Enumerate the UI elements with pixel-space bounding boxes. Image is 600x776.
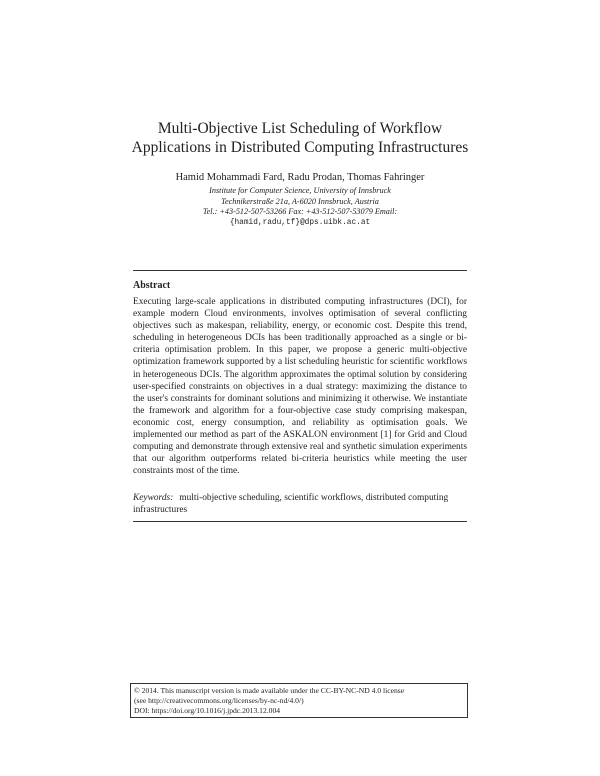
license-box	[130, 683, 468, 718]
abstract-heading: Abstract	[133, 280, 171, 291]
authors: Hamid Mohammadi Fard, Radu Prodan, Thomas Fahringer	[175, 172, 425, 183]
title-line-1: Multi-Objective List Scheduling of Workflow	[157, 120, 443, 137]
keywords	[133, 492, 467, 516]
abstract-bottom-rule	[133, 521, 467, 522]
affiliation-line-3: Tel.: +43-512-507-53266 Fax: +43-512-507-53079 Email:	[202, 207, 398, 216]
affiliation-line-1: Institute for Computer Science, University of Innsbruck	[209, 186, 391, 195]
email-address: {hamid,radu,tf}@dps.uibk.ac.at	[229, 218, 371, 227]
paper-title	[0, 119, 600, 157]
doi-link[interactable]: DOI: https://doi.org/10.1016/j.jpdc.2013.12.004	[134, 705, 281, 715]
license-line-1: © 2014. This manuscript version is made available under the CC-BY-NC-ND 4.0 license	[134, 686, 405, 695]
abstract-top-rule	[133, 270, 467, 271]
keywords-label: Keywords:	[133, 493, 174, 503]
title-line-2: Applications in Distributed Computing Infrastructures	[131, 139, 469, 156]
affiliation	[0, 186, 600, 228]
license-line-2[interactable]: (see http://creativecommons.org/licenses/by-nc-nd/4.0/)	[134, 695, 304, 705]
keywords-text: multi-objective scheduling, scientific workflows, distributed computing infrastructures	[133, 493, 449, 516]
affiliation-line-2: Technikerstraße 21a, A-6020 Innsbruck, Austria	[221, 196, 379, 206]
abstract-body: Executing large-scale applications in distributed computing infrastructures (DCI), for example modern Cloud environments, involves optimisation of several conflicting objectives such as makespan, reliability, energy, or economic cost. Despite this trend, scheduling in heterogeneous DCIs has been traditionally approached as a single or bi-criteria optimisation problem. In this paper, we propose a generic multi-objective optimization framework supported by a list scheduling heuristic for scientific workflows in heterogeneous DCIs. The algorithm approximates the optimal solution by considering user-specified constraints on objectives in a dual strategy: maximizing the distance to the user's constraints for dominant solutions and minimizing it otherwise. We instantiate the framework and algorithm for a four-objective case study comprising makespan, economic cost, energy consumption, and reliability as optimisation goals. We implemented our method as part of the ASKALON environment [1] for Grid and Cloud computing and demonstrate through extensive real and synthetic simulation experiments that our algorithm outperforms related bi-criteria heuristics while meeting the user constraints most of the time.	[133, 297, 467, 477]
